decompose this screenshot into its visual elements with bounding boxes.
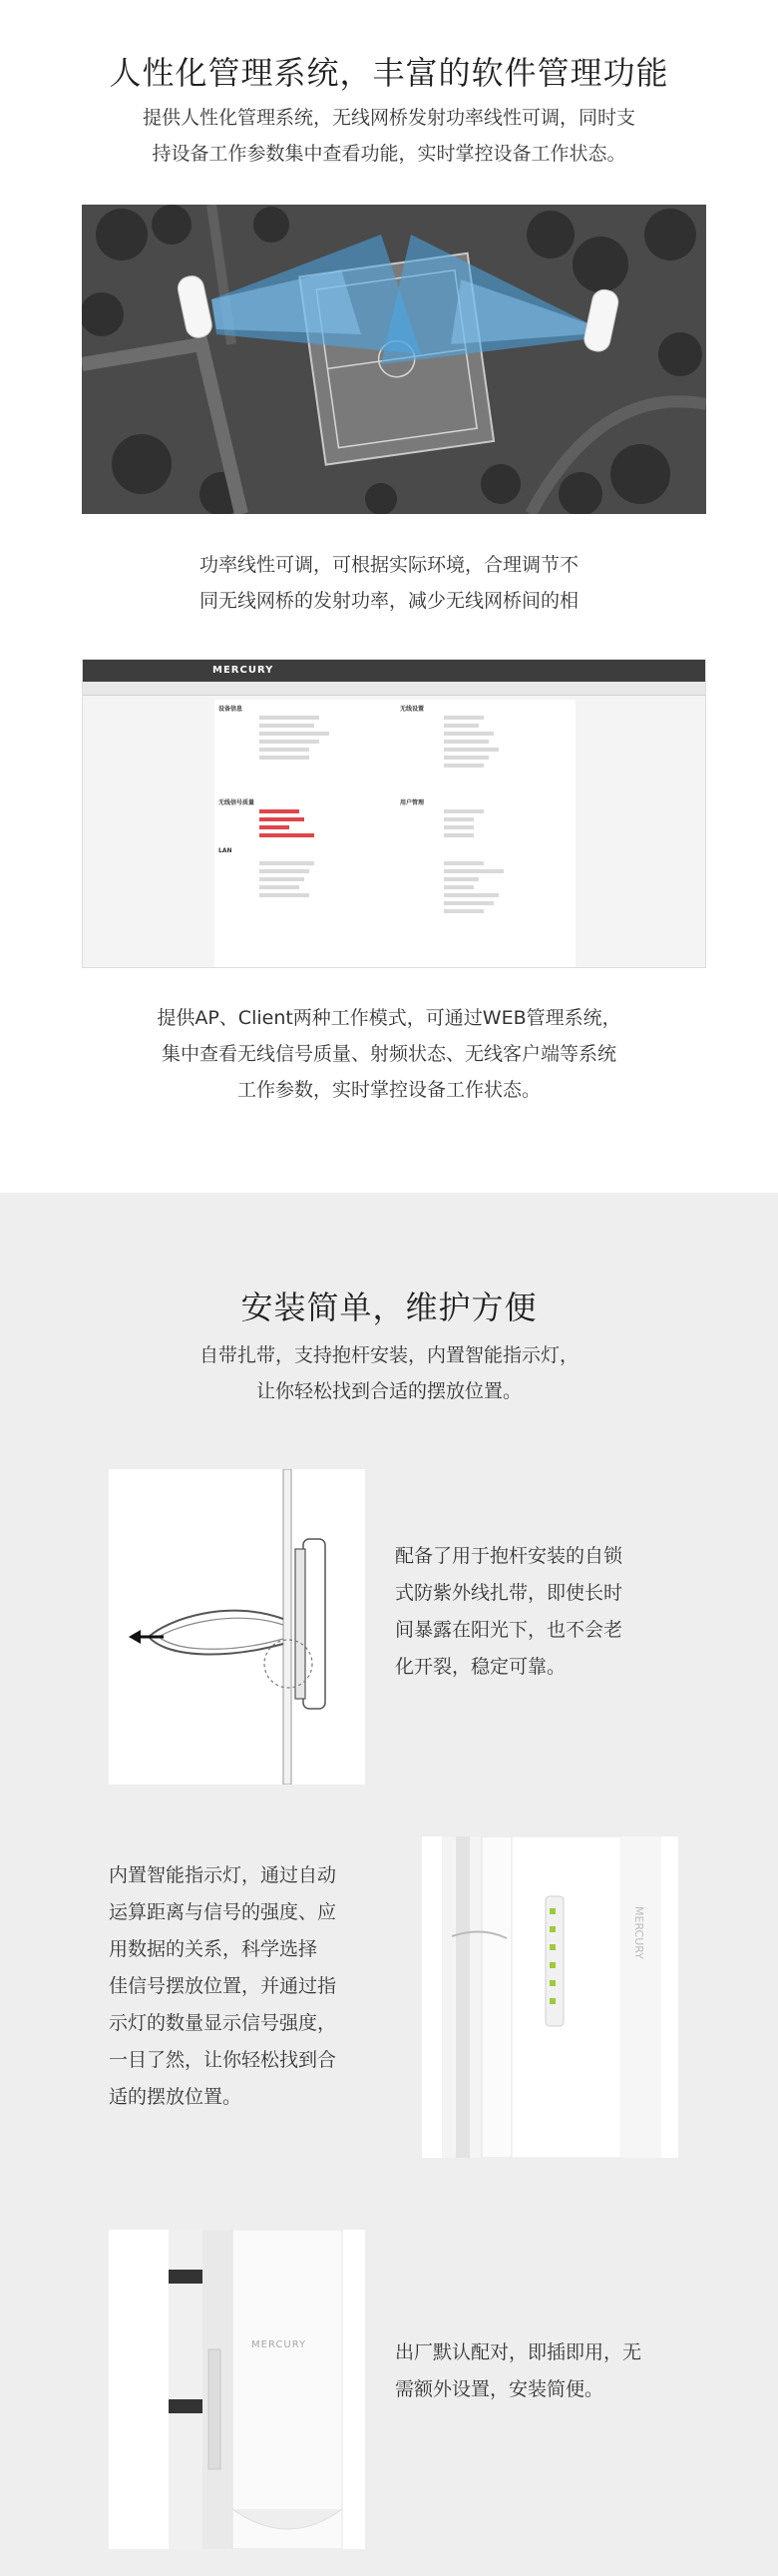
caption-line: 同无线网桥的发射功率，减少无线网桥间的相 xyxy=(198,590,579,612)
software-management-section xyxy=(0,0,778,1193)
power-caption xyxy=(0,547,778,619)
feature-line: 内置智能指示灯，通过自动 xyxy=(109,1864,337,1886)
feature-line: 化开裂，稳定可靠。 xyxy=(395,1656,567,1678)
cable-tie-illustration xyxy=(109,1469,365,1785)
feature-line: 间暴露在阳光下，也不会老 xyxy=(395,1619,623,1641)
indicator-description xyxy=(109,1857,336,2116)
indicator-light-photo xyxy=(422,1836,678,2158)
cable-tie-description xyxy=(395,1538,622,1686)
web-status-panel xyxy=(214,700,576,967)
intro-line: 让你轻松找到合适的摆放位置。 xyxy=(255,1380,522,1402)
caption-line: 功率线性可调，可根据实际环境，合理调节不 xyxy=(198,554,579,576)
web-logo: MERCURY xyxy=(212,665,274,676)
caption-line: 集中查看无线信号质量、射频状态、无线客户端等系统 xyxy=(161,1043,616,1065)
wireless-settings-heading: 无线设置 xyxy=(400,706,425,713)
feature-line: 出厂默认配对，即插即用，无 xyxy=(395,2341,642,2363)
caption-line: 工作参数，实时掌控设备工作状态。 xyxy=(236,1079,541,1101)
intro-line: 提供人性化管理系统，无线网桥发射功率线性可调，同时支 xyxy=(142,107,635,129)
feature-line: 一目了然，让你轻松找到合 xyxy=(109,2049,337,2071)
aerial-bridge-photo xyxy=(82,205,706,514)
device-info-heading: 设备信息 xyxy=(218,706,243,713)
feature-line: 适的摆放位置。 xyxy=(109,2086,242,2108)
feature-line: 示灯的数量显示信号强度， xyxy=(109,2012,337,2034)
workmode-caption xyxy=(0,1000,778,1108)
web-management-screenshot xyxy=(82,659,706,968)
product-logo: MERCURY xyxy=(251,2339,307,2350)
plug-and-play-photo xyxy=(109,2230,365,2549)
section2-title: 安装简单，维护方便 xyxy=(240,1288,538,1326)
feature-line: 式防紫外线扎带，即使长时 xyxy=(395,1582,623,1604)
web-navbar xyxy=(83,682,706,696)
web-topbar xyxy=(83,660,706,682)
section1-intro xyxy=(0,100,778,172)
lan-heading: LAN xyxy=(218,847,232,854)
feature-line: 佳信号摆放位置，并通过指 xyxy=(109,1975,337,1997)
section1-title: 人性化管理系统，丰富的软件管理功能 xyxy=(109,54,669,92)
feature-line: 用数据的关系，科学选择 xyxy=(109,1938,318,1960)
client-heading: 用户管理 xyxy=(400,799,425,806)
feature-line: 配备了用于抱杆安装的自锁 xyxy=(395,1545,623,1567)
section2-intro xyxy=(0,1337,778,1409)
feature-line: 需额外设置，安装简便。 xyxy=(395,2378,604,2400)
signal-quality-heading: 无线信号质量 xyxy=(218,799,255,806)
intro-line: 自带扎带，支持抱杆安装，内置智能指示灯， xyxy=(198,1344,579,1366)
installation-section xyxy=(0,1193,778,2576)
svg-text:MERCURY: MERCURY xyxy=(632,1906,645,1959)
intro-line: 持设备工作参数集中查看功能，实时掌控设备工作状态。 xyxy=(152,143,626,165)
caption-line: 提供AP、Client两种工作模式，可通过WEB管理系统， xyxy=(157,1007,621,1029)
plug-and-play-description xyxy=(395,2334,641,2408)
feature-line: 运算距离与信号的强度、应 xyxy=(109,1901,337,1923)
